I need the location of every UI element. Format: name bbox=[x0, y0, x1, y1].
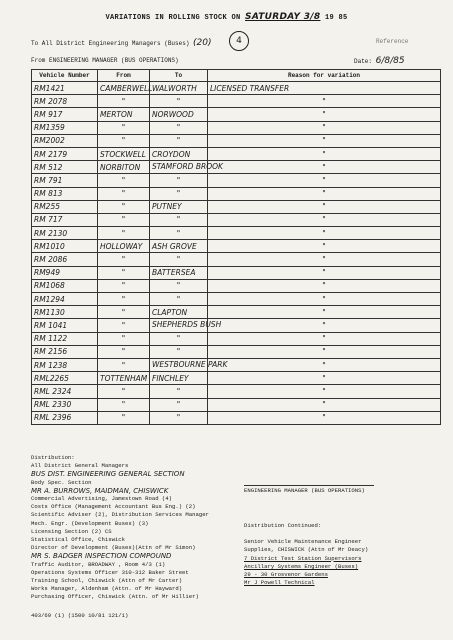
from-cell: " bbox=[98, 332, 150, 345]
reason-cell: " bbox=[208, 161, 441, 174]
vehicle-number-cell: RM 717 bbox=[32, 213, 98, 226]
date-line: Date: 6/8/85 bbox=[354, 56, 405, 66]
to-cell: " bbox=[150, 134, 208, 147]
reason-cell: " bbox=[208, 345, 441, 358]
column-header: Reason for variation bbox=[208, 70, 441, 82]
reason-cell: " bbox=[208, 108, 441, 121]
reason-cell: " bbox=[208, 332, 441, 345]
to-cell: CROYDON bbox=[150, 147, 208, 160]
vehicle-number-cell: RM 2086 bbox=[32, 253, 98, 266]
reference-label: Reference bbox=[376, 38, 409, 45]
table-row bbox=[32, 345, 441, 358]
from-cell: " bbox=[98, 293, 150, 306]
column-header: To bbox=[150, 70, 208, 82]
to-number: (20) bbox=[193, 38, 212, 48]
to-cell: " bbox=[150, 253, 208, 266]
vehicle-number-cell: RM949 bbox=[32, 266, 98, 279]
vehicle-number-cell: RM2002 bbox=[32, 134, 98, 147]
reason-cell: " bbox=[208, 319, 441, 332]
table-row bbox=[32, 227, 441, 240]
vehicle-number-cell: RM 1122 bbox=[32, 332, 98, 345]
table-row bbox=[32, 319, 441, 332]
vehicle-number-cell: RM1421 bbox=[32, 82, 98, 95]
from-cell: " bbox=[98, 95, 150, 108]
signature-title: ENGINEERING MANAGER (BUS OPERATIONS) bbox=[244, 487, 365, 494]
to-cell: " bbox=[150, 293, 208, 306]
table-row bbox=[32, 253, 441, 266]
to-cell: " bbox=[150, 95, 208, 108]
to-cell: PUTNEY bbox=[150, 200, 208, 213]
vehicle-number-cell: RML2265 bbox=[32, 372, 98, 385]
to-cell: NORWOOD bbox=[150, 108, 208, 121]
reason-cell: " bbox=[208, 134, 441, 147]
table-row bbox=[32, 174, 441, 187]
from-cell: " bbox=[98, 398, 150, 411]
reason-cell: " bbox=[208, 266, 441, 279]
reason-cell: " bbox=[208, 240, 441, 253]
reason-cell: " bbox=[208, 121, 441, 134]
vehicle-number-cell: RM255 bbox=[32, 200, 98, 213]
vehicle-number-cell: RM 1041 bbox=[32, 319, 98, 332]
to-cell: " bbox=[150, 411, 208, 424]
reason-cell: " bbox=[208, 372, 441, 385]
from-cell: NORBITON bbox=[98, 161, 150, 174]
table-row bbox=[32, 240, 441, 253]
to-cell: WESTBOURNE PARK bbox=[150, 358, 208, 371]
signature-line bbox=[244, 485, 374, 486]
reason-cell: " bbox=[208, 95, 441, 108]
from-cell: " bbox=[98, 213, 150, 226]
to-cell: " bbox=[150, 385, 208, 398]
variations-table bbox=[31, 69, 441, 425]
to-cell: " bbox=[150, 332, 208, 345]
vehicle-number-cell: RM1010 bbox=[32, 240, 98, 253]
to-line: To All District Engineering Managers (Buses) (20) bbox=[31, 38, 212, 48]
to-cell: BATTERSEA bbox=[150, 266, 208, 279]
vehicle-number-cell: RM 512 bbox=[32, 161, 98, 174]
continued-heading: Distribution Continued: bbox=[244, 522, 322, 529]
title-prefix: VARIATIONS IN ROLLING STOCK ON bbox=[105, 14, 241, 22]
to-cell: " bbox=[150, 121, 208, 134]
title-year: 19 85 bbox=[324, 14, 348, 22]
table-row bbox=[32, 385, 441, 398]
vehicle-number-cell: RM1130 bbox=[32, 306, 98, 319]
from-line: From ENGINEERING MANAGER (BUS OPERATIONS) bbox=[31, 57, 179, 64]
table-row bbox=[32, 121, 441, 134]
to-cell: FINCHLEY bbox=[150, 372, 208, 385]
reason-cell: " bbox=[208, 279, 441, 292]
vehicle-number-cell: RM1359 bbox=[32, 121, 98, 134]
table-row bbox=[32, 358, 441, 371]
distribution-heading: Distribution: bbox=[31, 454, 75, 461]
reason-cell: " bbox=[208, 227, 441, 240]
to-cell: STAMFORD BROOK bbox=[150, 161, 208, 174]
reason-cell: " bbox=[208, 187, 441, 200]
vehicle-number-cell: RM 2179 bbox=[32, 147, 98, 160]
reason-cell: " bbox=[208, 293, 441, 306]
reason-cell: " bbox=[208, 306, 441, 319]
from-cell: " bbox=[98, 134, 150, 147]
from-cell: " bbox=[98, 187, 150, 200]
table-row bbox=[32, 200, 441, 213]
to-cell: " bbox=[150, 227, 208, 240]
table-header-row bbox=[32, 70, 441, 82]
circled-number: 4 bbox=[229, 31, 249, 51]
reason-cell: " bbox=[208, 213, 441, 226]
reason-cell: " bbox=[208, 200, 441, 213]
to-cell: " bbox=[150, 345, 208, 358]
reason-cell: " bbox=[208, 385, 441, 398]
date-value: 6/8/85 bbox=[375, 56, 405, 66]
from-cell: " bbox=[98, 358, 150, 371]
from-cell: " bbox=[98, 121, 150, 134]
to-cell: " bbox=[150, 398, 208, 411]
title-day: SATURDAY 3/8 bbox=[245, 12, 321, 22]
reason-cell: " bbox=[208, 358, 441, 371]
from-cell: " bbox=[98, 345, 150, 358]
reason-cell: " bbox=[208, 253, 441, 266]
table-row bbox=[32, 293, 441, 306]
from-cell: " bbox=[98, 200, 150, 213]
vehicle-number-cell: RML 2330 bbox=[32, 398, 98, 411]
table-row bbox=[32, 134, 441, 147]
reason-cell: " bbox=[208, 147, 441, 160]
vehicle-number-cell: RML 2324 bbox=[32, 385, 98, 398]
to-cell: ASH GROVE bbox=[150, 240, 208, 253]
vehicle-number-cell: RM1294 bbox=[32, 293, 98, 306]
reason-cell: LICENSED TRANSFER bbox=[208, 82, 441, 95]
vehicle-number-cell: RM 917 bbox=[32, 108, 98, 121]
column-header: From bbox=[98, 70, 150, 82]
vehicle-number-cell: RM 2078 bbox=[32, 95, 98, 108]
form-footer: 403/69 (1) (1500 10/81 121/1) bbox=[31, 611, 129, 619]
table-row bbox=[32, 372, 441, 385]
table-row bbox=[32, 161, 441, 174]
vehicle-number-cell: RM 813 bbox=[32, 187, 98, 200]
from-cell: TOTTENHAM bbox=[98, 372, 150, 385]
from-cell: STOCKWELL bbox=[98, 147, 150, 160]
from-cell: " bbox=[98, 279, 150, 292]
vehicle-number-cell: RM 1238 bbox=[32, 358, 98, 371]
table-row bbox=[32, 213, 441, 226]
table-row bbox=[32, 398, 441, 411]
column-header: Vehicle Number bbox=[32, 70, 98, 82]
distribution-continued: Distribution Continued: Senior Vehicle Maintenance Engineer Supplies, CHISWICK (Attn of Mr Deacy) 7 District Test Station Supervisors Ancillary Systems Engineer (Buses) 29 - 30 Grosvenor Gardens Mr J Powell Technical bbox=[244, 522, 369, 587]
from-cell: " bbox=[98, 266, 150, 279]
from-cell: MERTON bbox=[98, 108, 150, 121]
vehicle-number-cell: RM1068 bbox=[32, 279, 98, 292]
vehicle-number-cell: RM 2130 bbox=[32, 227, 98, 240]
table-row bbox=[32, 279, 441, 292]
table-row bbox=[32, 108, 441, 121]
vehicle-number-cell: RM 791 bbox=[32, 174, 98, 187]
from-cell: " bbox=[98, 253, 150, 266]
memo-title bbox=[0, 12, 453, 22]
to-cell: SHEPHERDS BUSH bbox=[150, 319, 208, 332]
from-cell: CAMBERWELL bbox=[98, 82, 150, 95]
table-row bbox=[32, 266, 441, 279]
table-row bbox=[32, 147, 441, 160]
to-cell: CLAPTON bbox=[150, 306, 208, 319]
table-row bbox=[32, 411, 441, 424]
vehicle-number-cell: RML 2396 bbox=[32, 411, 98, 424]
reason-cell: " bbox=[208, 398, 441, 411]
from-cell: HOLLOWAY bbox=[98, 240, 150, 253]
to-cell: " bbox=[150, 187, 208, 200]
reason-cell: " bbox=[208, 411, 441, 424]
to-cell: " bbox=[150, 174, 208, 187]
from-cell: " bbox=[98, 319, 150, 332]
from-cell: " bbox=[98, 411, 150, 424]
table-row bbox=[32, 187, 441, 200]
to-cell: " bbox=[150, 279, 208, 292]
from-cell: " bbox=[98, 306, 150, 319]
to-cell: WALWORTH bbox=[150, 82, 208, 95]
table-row bbox=[32, 82, 441, 95]
distribution-list: Distribution: All District General Managers BUS DIST. ENGINEERING GENERAL SECTION Body Spec. Section MR A. BURROWS, MAIDMAN, CHISWICK Commercial Advertising, Jamestown Road (4) Costs Office (Management Accountant Bus Eng.) (2) Scientific Adviser (2), Distribution Services Manager Mech. Engr. (Development Buses) (3) Licensing Section (2) CS Statistical Office, Chiswick Director of Development (Buses)(Attn of Mr Simon) MR S. BADGER INSPECTION COMPOUND Traffic Auditor, BROADWAY , Room 4/3 (1) Operations Systems Officer 310-312 Baker Street Training School, Chiswick (Attn of Mr Carter) Works Manager, Aldenham (Attn. of Mr Hayward) Purchasing Officer, Chiswick (Attn. of Mr Hillier) 403/69 (1) (1500 10/81 121/1) bbox=[31, 454, 209, 619]
vehicle-number-cell: RM 2156 bbox=[32, 345, 98, 358]
table-row bbox=[32, 332, 441, 345]
table-row bbox=[32, 95, 441, 108]
from-cell: " bbox=[98, 385, 150, 398]
reason-cell: " bbox=[208, 174, 441, 187]
to-cell: " bbox=[150, 213, 208, 226]
from-cell: " bbox=[98, 174, 150, 187]
table-row bbox=[32, 306, 441, 319]
from-cell: " bbox=[98, 227, 150, 240]
